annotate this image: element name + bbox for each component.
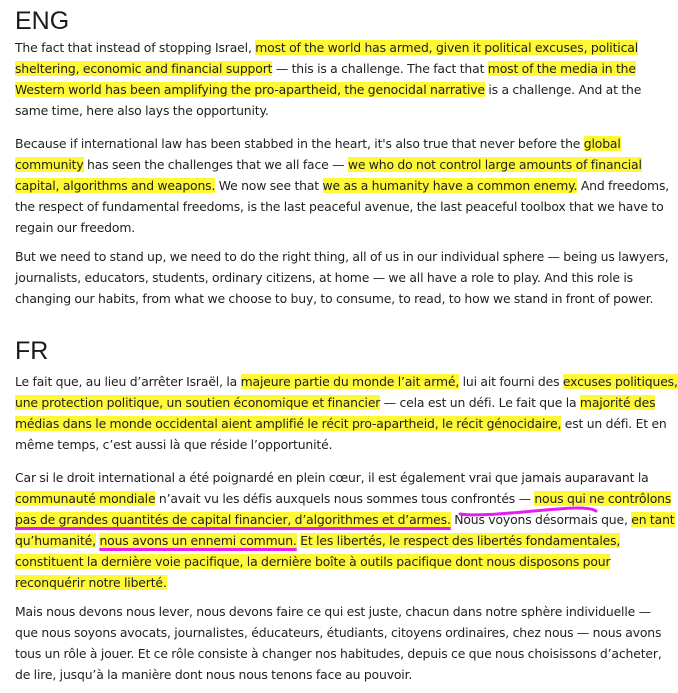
eng-paragraph-3 xyxy=(15,246,669,309)
text-run: Le fait que, au lieu d’arrêter Israël, la xyxy=(15,374,241,389)
highlighted-text: capital, algorithms and weapons. xyxy=(15,178,216,193)
text-run: And freedoms, xyxy=(577,178,670,193)
highlighted-text: we who do not control large amounts of financial xyxy=(347,157,642,172)
highlighted-text: communauté mondiale xyxy=(15,491,156,506)
highlighted-text: sheltering, economic and financial support xyxy=(15,61,273,76)
text-run: même temps, c’est aussi là que réside l’opportunité. xyxy=(15,437,333,452)
fr-paragraph-3 xyxy=(15,601,662,685)
highlighted-text: most of the world has armed, given it political excuses, political xyxy=(255,40,638,55)
highlighted-text: Et les libertés, le respect des libertés fondamentales, xyxy=(300,533,621,548)
highlighted-text: excuses politiques, xyxy=(562,374,678,389)
text-run: est un défi. Et en xyxy=(561,416,667,431)
text-run: the respect of fundamental freedoms, is the last peaceful avenue, the last peaceful toolbox that we have to xyxy=(15,199,664,214)
text-run: — this is a challenge. The fact that xyxy=(272,61,488,76)
text-run: tous un rôle à jouer. Et ce rôle consiste à changer nos habitudes, depuis ce que nous choisissons d’acheter, xyxy=(15,646,662,661)
highlighted-text: Western world has been amplifying the pro-apartheid, the genocidal narrative xyxy=(15,82,485,97)
highlighted-text: community xyxy=(15,157,84,172)
eng-heading: ENG xyxy=(15,7,70,35)
text-run: But we need to stand up, we need to do the right thing, all of us in our individual sphere — being us lawyers, xyxy=(15,249,669,264)
text-run: has seen the challenges that we all face — xyxy=(83,157,348,172)
text-run: is a challenge. And at the xyxy=(484,82,642,97)
text-run: Nous voyons désormais que, xyxy=(450,512,632,527)
highlighted-text: en tant xyxy=(631,512,675,527)
underlined-highlighted-text: pas de grandes quantités de capital financier, d’algorithmes et d’armes. xyxy=(15,512,451,527)
text-run: de lire, jusqu’à la manière dont nous nous tenons face au pouvoir. xyxy=(15,667,413,682)
highlighted-text: most of the media in the xyxy=(487,61,636,76)
highlighted-text: majorité des xyxy=(579,395,656,410)
text-run: que nous soyons avocats, journalistes, éducateurs, étudiants, citoyens ordinaires, chez nous — nous avons xyxy=(15,625,662,640)
highlighted-text: global xyxy=(583,136,621,151)
text-run: changing our habits, from what we choose to buy, to consume, to read, to how we stand in front of power. xyxy=(15,291,654,306)
highlighted-text: qu’humanité, xyxy=(15,533,96,548)
fr-heading: FR xyxy=(15,337,49,365)
text-run: — cela est un défi. Le fait que la xyxy=(380,395,580,410)
text-run: same time, here also lays the opportunity. xyxy=(15,103,269,118)
highlighted-text: constituent la dernière voie pacifique, la dernière boîte à outils pacifique dont nous disposons pour xyxy=(15,554,611,569)
highlighted-text: we as a humanity have a common enemy. xyxy=(322,178,578,193)
highlighted-text: une protection politique, un soutien économique et financier xyxy=(15,395,381,410)
text-run: The fact that instead of stopping Israel, xyxy=(15,40,256,55)
highlighted-text: reconquérir notre liberté. xyxy=(15,575,167,590)
eng-paragraph-1 xyxy=(15,37,641,121)
fr-paragraph-2 xyxy=(15,467,675,593)
underlined-highlighted-text: nous avons un ennemi commun. xyxy=(99,533,297,548)
text-run: lui ait fourni des xyxy=(459,374,563,389)
text-run: journalists, educators, students, ordinary citizens, at home — we all have a role to play. And this role is xyxy=(15,270,633,285)
highlighted-text: médias dans le monde occidental aient amplifié le récit pro-apartheid, le récit génocidaire, xyxy=(15,416,562,431)
eng-paragraph-2 xyxy=(15,133,669,238)
text-run: Because if international law has been stabbed in the heart, it's also true that never before the xyxy=(15,136,584,151)
highlighted-text: majeure partie du monde l’ait armé, xyxy=(240,374,460,389)
text-run: Car si le droit international a été poignardé en plein cœur, il est également vrai que jamais auparavant la xyxy=(15,470,649,485)
text-run: We now see that xyxy=(215,178,323,193)
text-run: n’avait vu les défis auxquels nous sommes tous confrontés — xyxy=(155,491,535,506)
text-run: Mais nous devons nous lever, nous devons faire ce qui est juste, chacun dans notre sphère individuelle — xyxy=(15,604,651,619)
fr-paragraph-1 xyxy=(15,371,678,455)
text-run: regain our freedom. xyxy=(15,220,136,235)
highlighted-text: nous qui ne contrôlons xyxy=(534,491,672,506)
